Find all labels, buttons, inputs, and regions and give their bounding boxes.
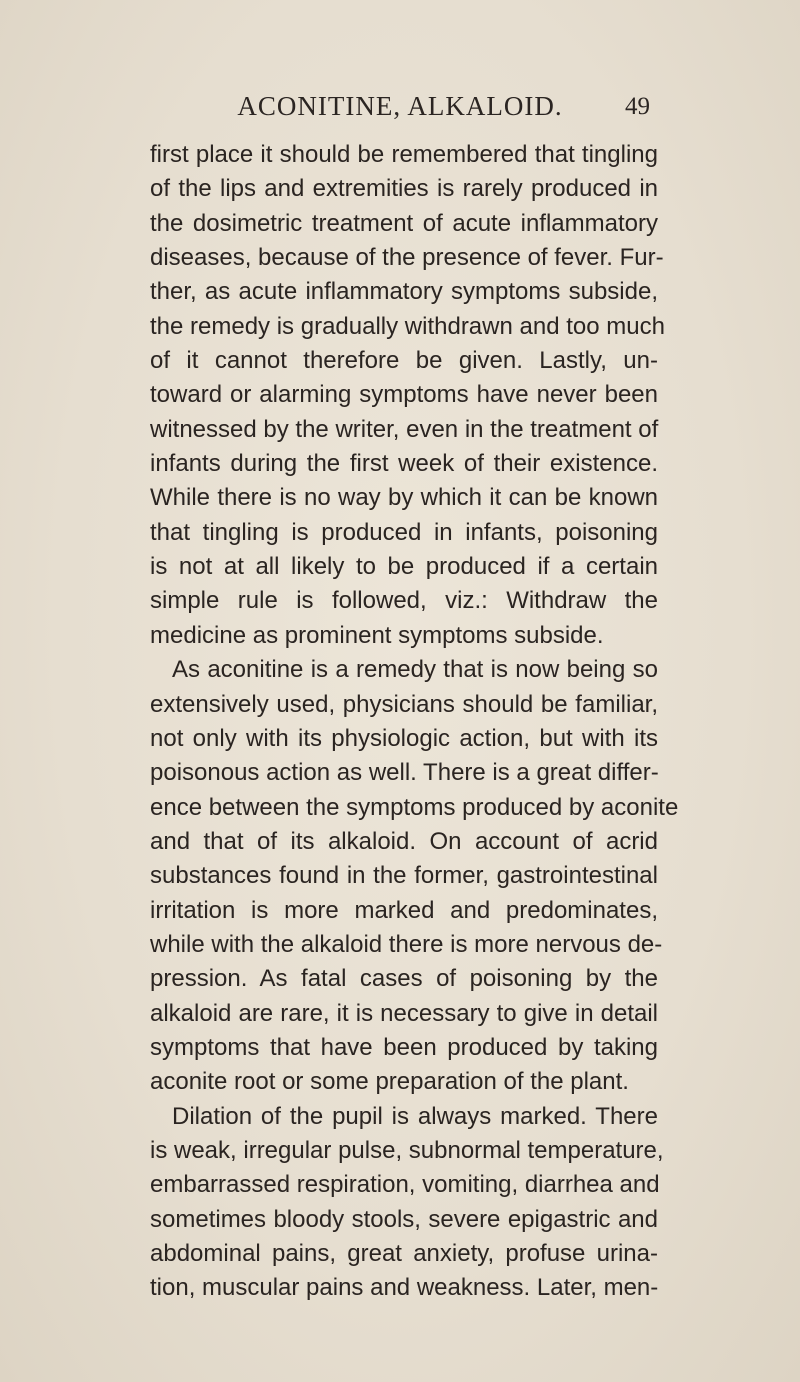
- text-line: of the lips and extremities is rarely produced in: [150, 175, 658, 203]
- text-line: tion, muscular pains and weakness. Later, men-: [150, 1274, 659, 1302]
- text-line: sometimes bloody stools, severe epigastric and: [150, 1205, 658, 1233]
- text-line: irritation is more marked and predominates,: [150, 896, 658, 924]
- text-line: that tingling is produced in infants, poisoning: [150, 518, 658, 546]
- text-line: medicine as prominent symptoms subside.: [150, 621, 604, 649]
- text-line: aconite root or some preparation of the plant.: [150, 1068, 629, 1096]
- text-line: is weak, irregular pulse, subnormal temperature,: [150, 1136, 664, 1164]
- text-line: While there is no way by which it can be known: [150, 484, 658, 512]
- text-line: ence between the symptoms produced by aconite: [150, 793, 679, 821]
- page-number: 49: [625, 93, 650, 120]
- running-title: ACONITINE, ALKALOID.: [237, 91, 563, 121]
- body-text: [150, 138, 679, 1306]
- paragraph-first-line: Dilation of the pupil is always marked. There: [172, 1102, 658, 1130]
- text-line: alkaloid are rare, it is necessary to give in detail: [150, 999, 658, 1027]
- text-line: simple rule is followed, viz.: Withdraw the: [150, 587, 658, 615]
- text-line: poisonous action as well. There is a great differ-: [150, 759, 659, 787]
- text-line: ther, as acute inflammatory symptoms subside,: [150, 278, 658, 306]
- text-line: witnessed by the writer, even in the treatment of: [150, 415, 659, 443]
- text-line: abdominal pains, great anxiety, profuse urina-: [150, 1240, 658, 1267]
- text-line: and that of its alkaloid. On account of acrid: [150, 827, 658, 855]
- text-line: embarrassed respiration, vomiting, diarrhea and: [150, 1171, 660, 1199]
- running-header: [0, 91, 800, 127]
- text-line: first place it should be remembered that tingling: [150, 141, 658, 168]
- text-line: toward or alarming symptoms have never been: [150, 381, 658, 409]
- text-line: of it cannot therefore be given. Lastly, un-: [150, 347, 658, 375]
- text-line: substances found in the former, gastrointestinal: [150, 862, 658, 890]
- text-line: extensively used, physicians should be familiar,: [150, 690, 658, 718]
- text-line: symptoms that have been produced by taking: [150, 1033, 658, 1061]
- paragraph-first-line: As aconitine is a remedy that is now being so: [172, 656, 658, 684]
- text-line: infants during the first week of their existence.: [150, 450, 658, 478]
- text-line: is not at all likely to be produced if a certain: [150, 553, 658, 581]
- text-line: the remedy is gradually withdrawn and too much: [150, 312, 665, 340]
- text-line: not only with its physiologic action, but with its: [150, 724, 658, 752]
- text-line: the dosimetric treatment of acute inflammatory: [150, 209, 658, 237]
- text-line: diseases, because of the presence of fever. Fur-: [150, 244, 664, 272]
- text-line: while with the alkaloid there is more nervous de-: [150, 930, 663, 958]
- text-line: pression. As fatal cases of poisoning by the: [150, 965, 658, 993]
